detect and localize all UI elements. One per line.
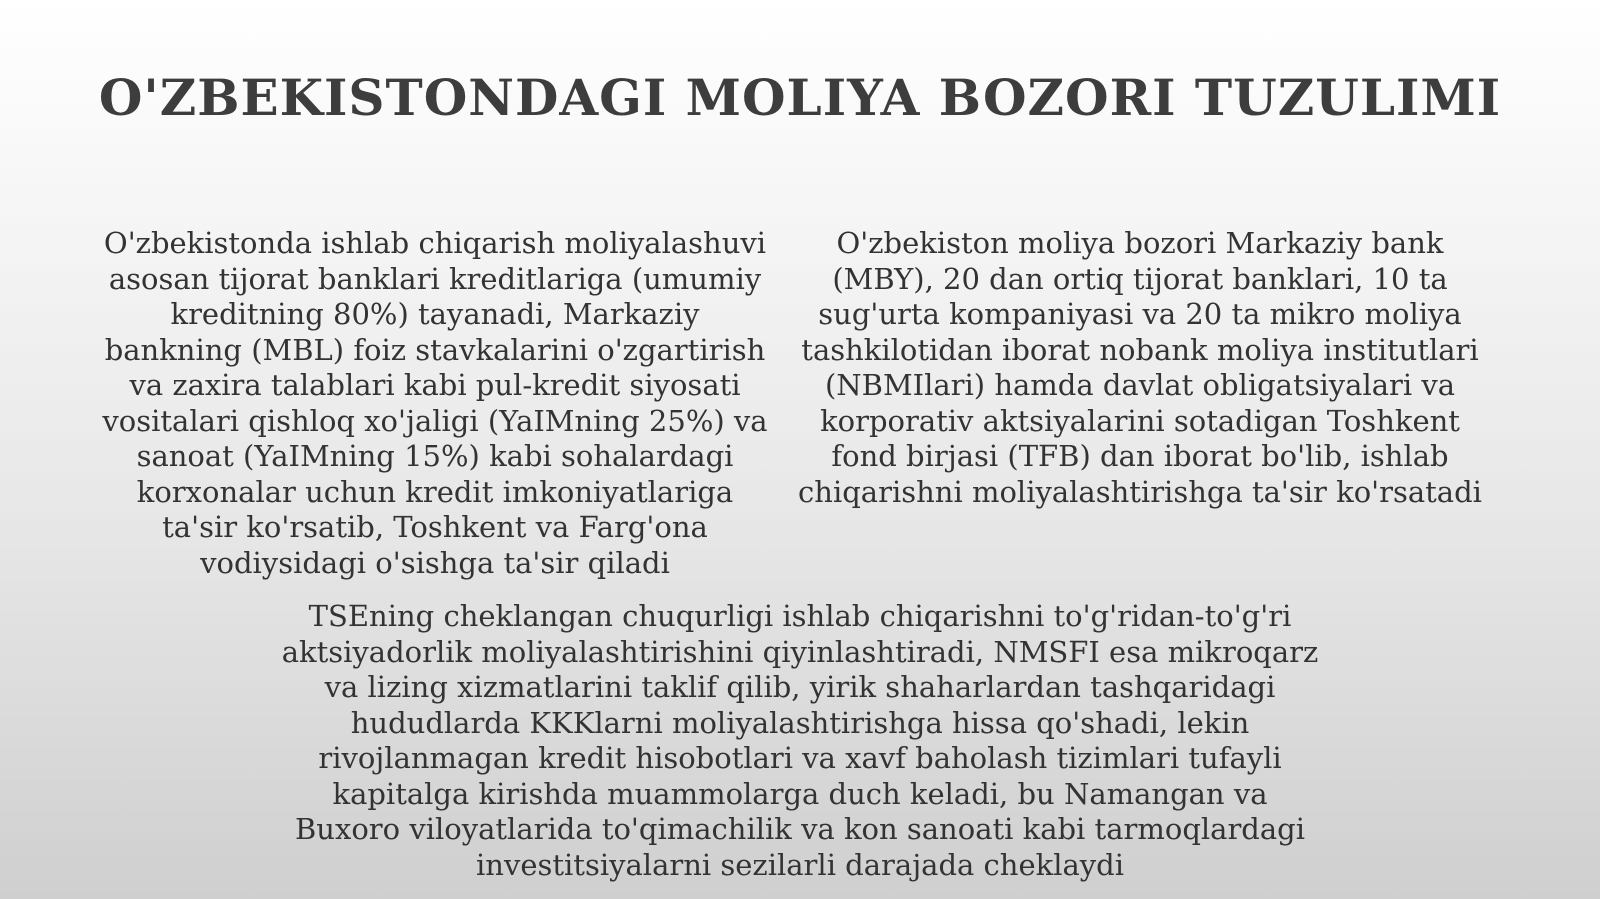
left-paragraph: O'zbekistonda ishlab chiqarish moliyalashuvi asosan tijorat banklari kreditlariga (umumiy kreditning 80%) tayanadi, Markaziy bankning (MBL) foiz stavkalarini o'zgartirish va zaxira talablari kabi pul-kredit siyosati vositalari qishloq xo'jaligi (YaIMning 25%) va sanoat (YaIMning 15%) kabi sohalardagi korxonalar uchun kredit imkoniyatlariga ta'sir ko'rsatib, Toshkent va Farg'ona vodiysidagi o'sishga ta'sir qiladi [102, 226, 768, 580]
right-paragraph: O'zbekiston moliya bozori Markaziy bank (MBY), 20 dan ortiq tijorat banklari, 10 ta sug'urta kompaniyasi va 20 ta mikro moliya tashkilotidan iborat nobank moliya institutlari (NBMIlari) hamda davlat obligatsiyalari va korporativ aktsiyalarini sotadigan Toshkent fond birjasi (TFB) dan iborat bo'lib, ishlab chiqarishni moliyalashtirishga ta'sir ko'rsatadi [798, 226, 1482, 509]
bottom-paragraph: TSEning cheklangan chuqurligi ishlab chiqarishni to'g'ridan-to'g'ri aktsiyadorlik moliyalashtirishini qiyinlashtiradi, NMSFI esa mikroqarz va lizing xizmatlarini taklif qilib, yirik shaharlardan tashqaridagi hududlarda KKKlarni moliyalashtirishga hissa qo'shadi, lekin rivojlanmagan kredit hisobotlari va xavf baholash tizimlari tufayli kapitalga kirishda muammolarga duch keladi, bu Namangan va Buxoro viloyatlarida to'qimachilik va kon sanoati kabi tarmoqlardagi investitsiyalarni sezilarli darajada cheklaydi [281, 599, 1319, 882]
slide-title: O'ZBEKISTONDAGI MOLIYA BOZORI TUZULIMI [98, 68, 1502, 127]
